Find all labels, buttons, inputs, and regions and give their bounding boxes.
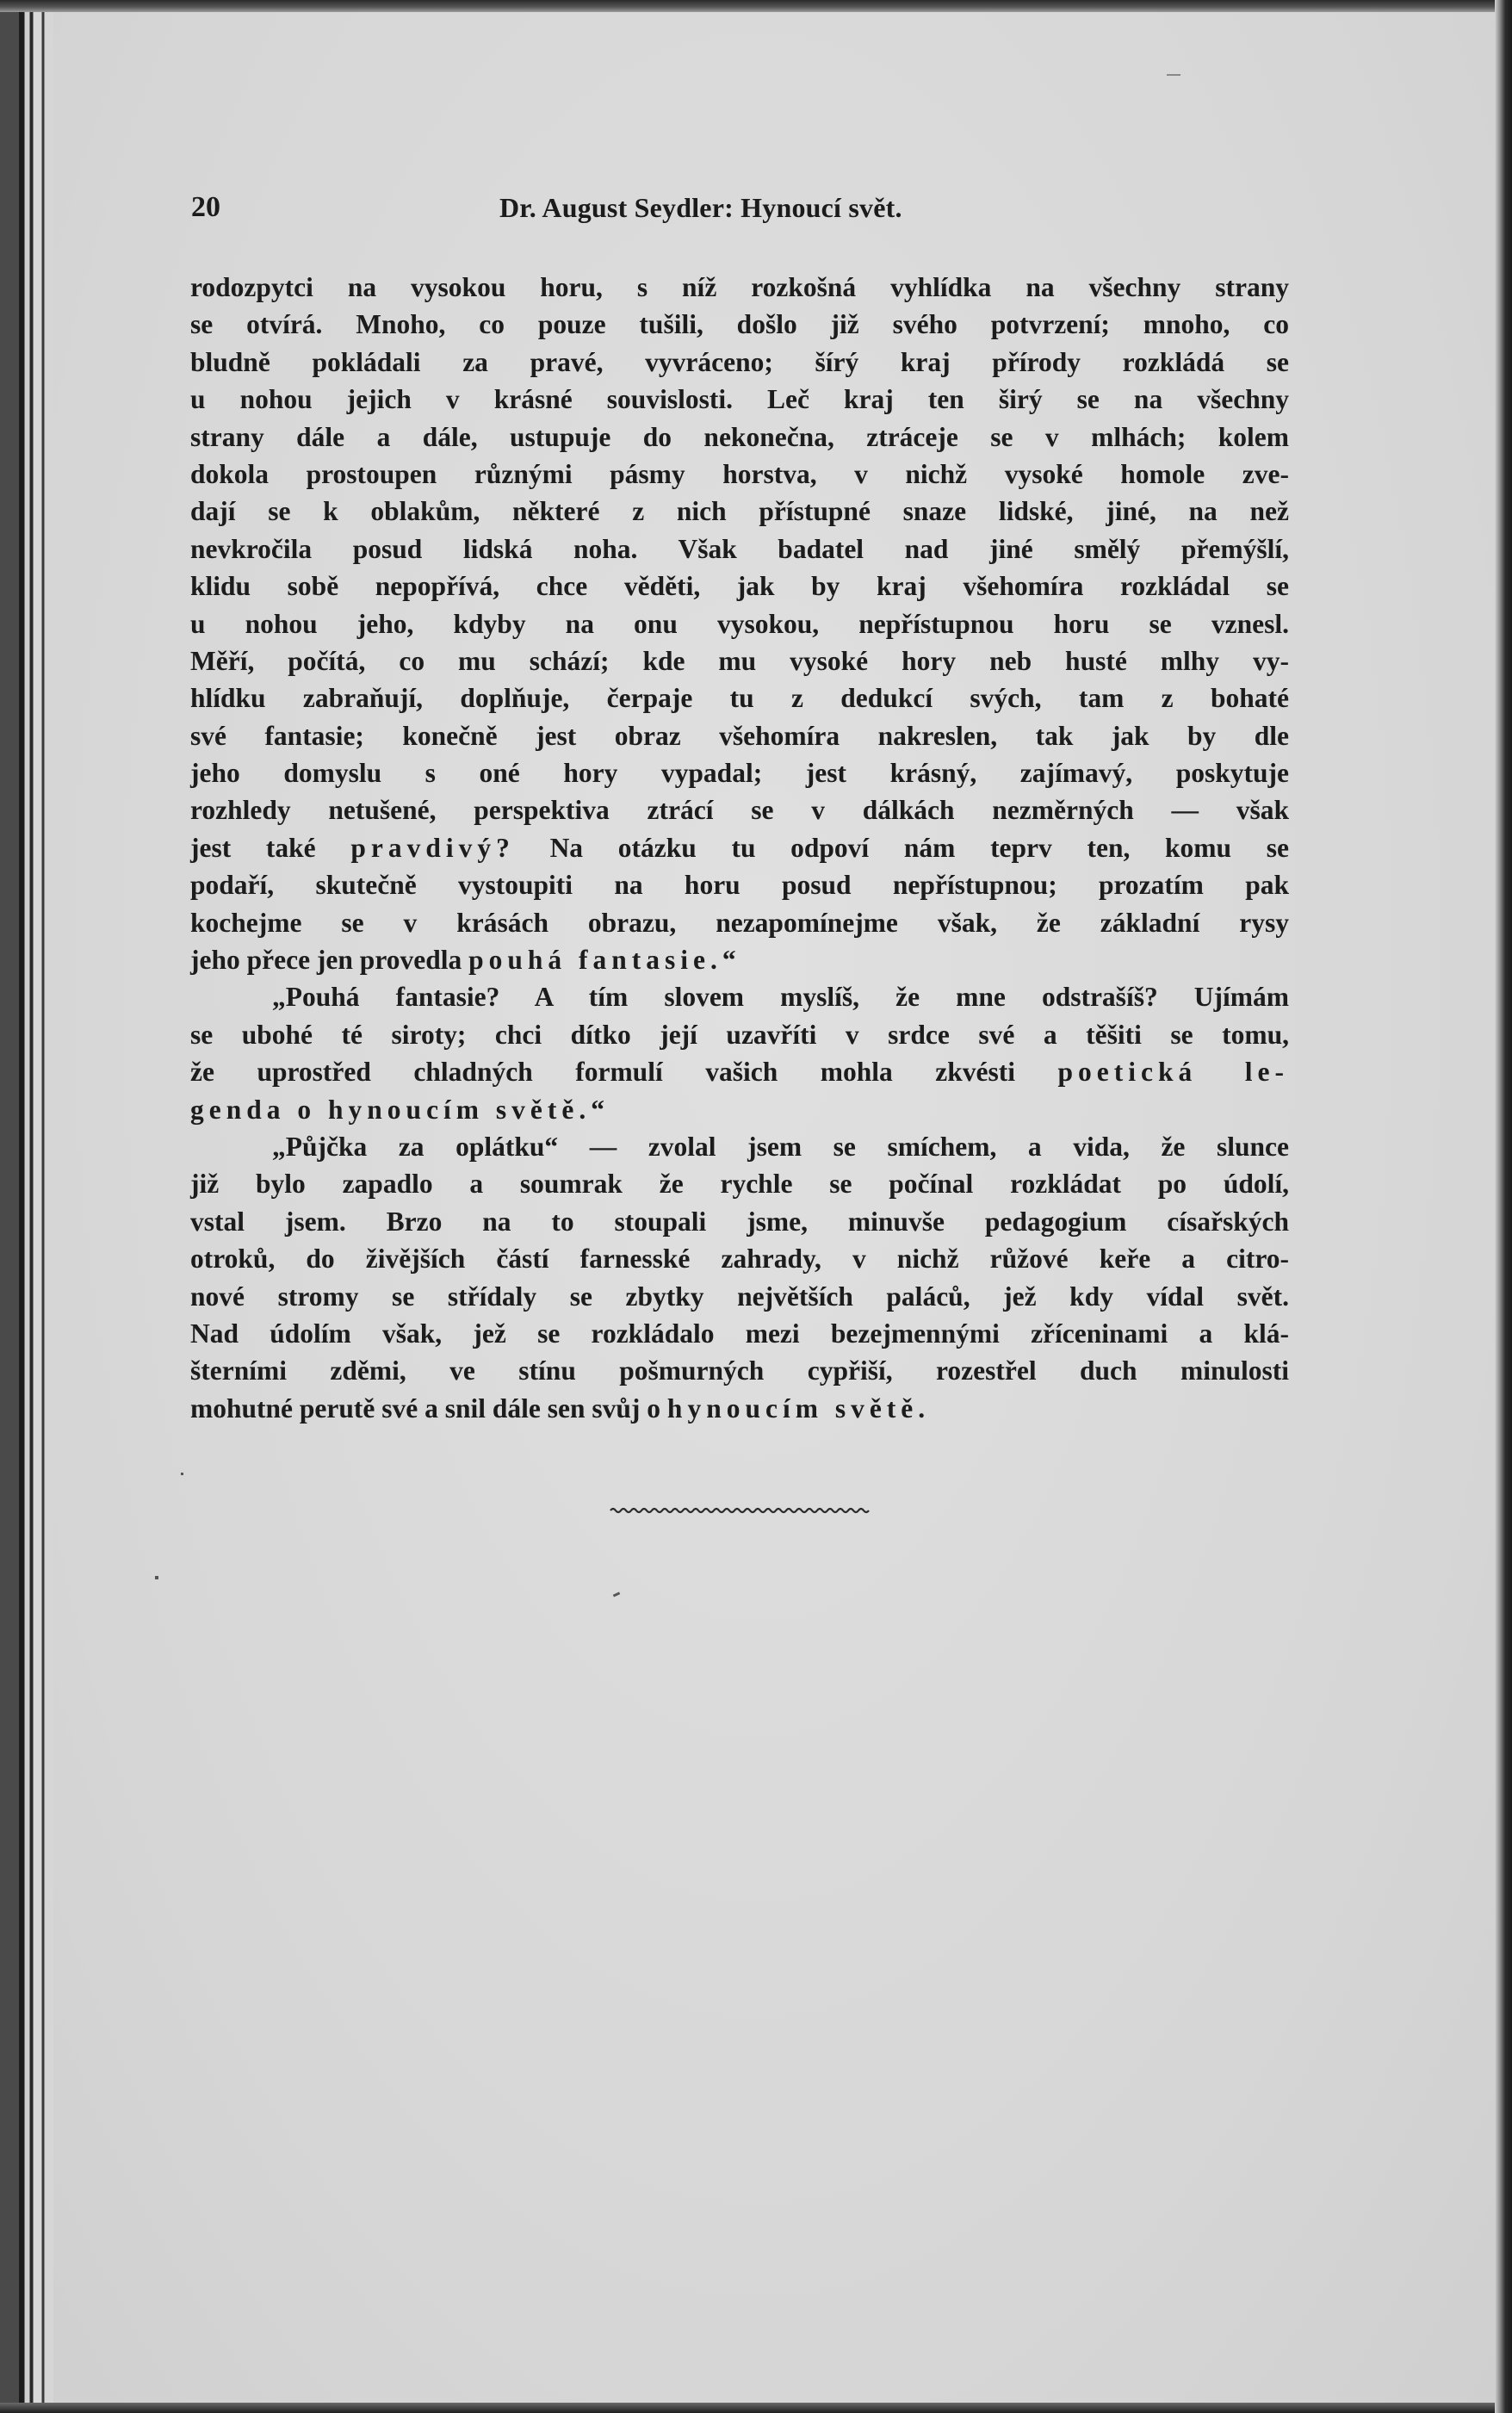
text-run: Na otázku tu odpoví nám teprv ten, komu se bbox=[514, 832, 1289, 863]
book-spine-edge bbox=[19, 12, 53, 2403]
margin-speck bbox=[155, 1576, 158, 1579]
margin-speck bbox=[1167, 74, 1180, 76]
text-line: otroků, do živějších částí farnesské zahrady, v nichž růžové keře a citro- bbox=[190, 1244, 1289, 1275]
text-line: hlídku zabraňují, doplňuje, čerpaje tu z dedukcí svých, tam z bohaté bbox=[190, 683, 1289, 714]
text-line: své fantasie; konečně jest obraz všehomíra nakreslen, tak jak by dle bbox=[190, 720, 1289, 751]
text-line: kochejme se v krásách obrazu, nezapomínejme však, že základní rysy bbox=[190, 907, 1289, 938]
text-line: „Pouhá fantasie? A tím slovem myslíš, že mne odstrašíš? Ujímám bbox=[272, 982, 1289, 1013]
spaced-emphasis: pravdivý? bbox=[350, 832, 515, 863]
text-line bbox=[190, 1091, 1289, 1128]
spaced-emphasis: poetická le- bbox=[1057, 1057, 1289, 1088]
text-line: dokola prostoupen různými pásmy horstva, v nichž vysoké homole zve- bbox=[190, 458, 1289, 489]
page-bottom-edge bbox=[0, 2403, 1512, 2413]
text-line: klidu sobě nepopřívá, chce věděti, jak by kraj všehomíra rozkládal se bbox=[190, 571, 1289, 602]
text-line: šterními zděmi, ve stínu pošmurných cypřiší, rozestřel duch minulosti bbox=[190, 1355, 1289, 1386]
text-line: vstal jsem. Brzo na to stoupali jsme, minuvše pedagogium císařských bbox=[190, 1206, 1289, 1237]
running-head bbox=[0, 188, 1512, 231]
running-head-title: Dr. August Seydler: Hynoucí svět. bbox=[499, 192, 902, 223]
body-text bbox=[190, 269, 1289, 1427]
text-line: bludně pokládali za pravé, vyvráceno; šírý kraj přírody rozkládá se bbox=[190, 346, 1289, 377]
text-line bbox=[190, 829, 1289, 866]
text-line: nové stromy se střídaly se zbytky největších paláců, jež kdy vídal svět. bbox=[190, 1281, 1289, 1312]
text-line: již bylo zapadlo a soumrak že rychle se počínal rozkládat po údolí, bbox=[190, 1169, 1289, 1200]
text-line: Nad údolím však, jež se rozkládalo mezi bezejmennými zříceninami a klá- bbox=[190, 1318, 1289, 1349]
text-line: u nohou jejich v krásné souvislosti. Leč kraj ten širý se na všechny bbox=[190, 384, 1289, 415]
wavy-line-ornament bbox=[606, 1502, 873, 1519]
text-run: “ bbox=[722, 945, 736, 976]
margin-speck bbox=[181, 1473, 183, 1475]
text-line bbox=[190, 1390, 1289, 1427]
text-run: jeho přece jen provedla bbox=[190, 945, 469, 976]
text-run: jest také bbox=[190, 832, 351, 863]
spaced-emphasis: hynoucím světě. bbox=[666, 1393, 931, 1424]
text-line: podaří, skutečně vystoupiti na horu posud nepřístupnou; prozatím pak bbox=[190, 870, 1289, 901]
text-run: že uprostřed chladných formulí vašich mohla zkvésti bbox=[190, 1057, 1058, 1088]
page-top-edge bbox=[0, 0, 1512, 12]
text-run: mohutné perutě své a snil dále sen svůj o bbox=[190, 1393, 667, 1424]
text-line: strany dále a dále, ustupuje do nekonečna, ztráceje se v mlhách; kolem bbox=[190, 421, 1289, 452]
text-line bbox=[190, 1053, 1289, 1090]
text-line: rozhledy netušené, perspektiva ztrácí se v dálkách nezměrných — však bbox=[190, 795, 1289, 826]
text-line: dají se k oblakům, některé z nich přístupné snaze lidské, jiné, na než bbox=[190, 496, 1289, 527]
text-line: u nohou jeho, kdyby na onu vysokou, nepřístupnou horu se vznesl. bbox=[190, 608, 1289, 639]
text-line: rodozpytci na vysokou horu, s níž rozkošná vyhlídka na všechny strany bbox=[190, 272, 1289, 302]
text-line bbox=[190, 941, 1289, 978]
text-run: “ bbox=[591, 1094, 605, 1125]
page-right-edge bbox=[1495, 0, 1512, 2413]
spaced-emphasis: genda o hynoucím světě. bbox=[190, 1094, 592, 1125]
text-line: Měří, počítá, co mu schází; kde mu vysoké hory neb husté mlhy vy- bbox=[190, 645, 1289, 676]
text-line: se ubohé té siroty; chci dítko její uzavříti v srdce své a těšiti se tomu, bbox=[190, 1019, 1289, 1050]
text-line: nevkročila posud lidská noha. Však badatel nad jiné smělý přemýšlí, bbox=[190, 533, 1289, 564]
text-line: jeho domyslu s oné hory vypadal; jest krásný, zajímavý, poskytuje bbox=[190, 758, 1289, 789]
text-line: „Půjčka za oplátku“ — zvolal jsem se smíchem, a vida, že slunce bbox=[272, 1131, 1289, 1162]
text-line: se otvírá. Mnoho, co pouze tušili, došlo již svého potvrzení; mnoho, co bbox=[190, 309, 1289, 340]
spaced-emphasis: pouhá fantasie. bbox=[468, 945, 722, 976]
page-number: 20 bbox=[191, 191, 220, 223]
